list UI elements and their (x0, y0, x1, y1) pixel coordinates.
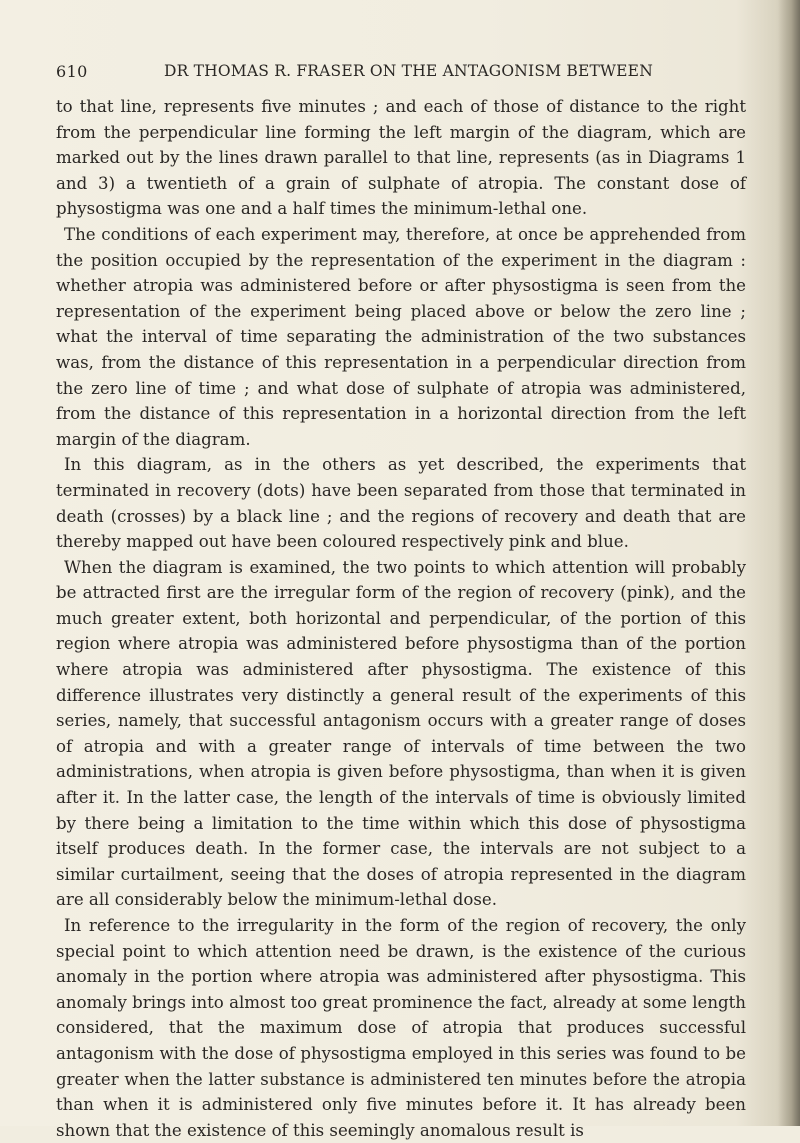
page-header (56, 62, 746, 88)
paragraph: When the diagram is examined, the two points to which attention will probably be attracted first are the irregular form of the region of recovery (pink), and the much greater extent, both horizontal and perpendicular, of the portion of this region where atropia was administered before physostigma than of the portion where atropia was administered after physostigma. The existence of this difference illustrates very distinctly a general result of the experiments of this series, namely, that successful antagonism occurs with a greater range of doses of atropia and with a greater range of intervals of time between the two administrations, when atropia is given before physostigma, than when it is given after it. In the latter case, the length of the intervals of time is obviously limited by there being a limitation to the time within which this dose of physostigma itself produces death. In the former case, the intervals are not subject to a similar curtailment, seeing that the doses of atropia represented in the diagram are all considerably below the minimum-lethal dose. (56, 557, 746, 910)
paragraph: In this diagram, as in the others as yet described, the experiments that terminated in recovery (dots) have been separated from those that terminated in death (crosses) by a black line ; and the regions of recovery and death that are thereby mapped out have been coloured respectively pink and blue. (56, 455, 746, 552)
page-edge-shadow (778, 0, 800, 1126)
paragraph: to that line, represents five minutes ; and each of those of distance to the right from the perpendicular line forming the left margin of the diagram, which are marked out by the lines drawn parallel to that line, represents (as in Diagrams 1 and 3) a twentieth of a grain of sulphate of atropia. The constant dose of physostigma was one and a half times the minimum-lethal one. (56, 97, 746, 219)
page-number: 610 (56, 62, 88, 81)
body-text (56, 94, 746, 1143)
paragraph: The conditions of each experiment may, therefore, at once be apprehended from the position occupied by the representation of the experiment in the diagram : whether atropia was administered before or after physostigma is seen from the representation of the experiment being placed above or below the zero line ; what the interval of time separating the administration of the two substances was, from the distance of this representation in a perpendicular direction from the zero line of time ; and what dose of sulphate of atropia was administered, from the distance of this representation in a horizontal direction from the left margin of the diagram. (56, 224, 746, 449)
running-head: DR THOMAS R. FRASER ON THE ANTAGONISM BETWEEN (164, 62, 653, 80)
paragraph: In reference to the irregularity in the form of the region of recovery, the only special point to which attention need be drawn, is the existence of the curious anomaly in the portion where atropia was administered after physostigma. This anomaly brings into almost too great prominence the fact, already at some length considered, that the maximum dose of atropia that produces successful antagonism with the dose of physostigma employed in this series was found to be greater when the latter substance is administered ten minutes before the atropia than when it is administered only five minutes before it. It has already been shown that the existence of this seemingly anomalous result is (56, 916, 746, 1140)
